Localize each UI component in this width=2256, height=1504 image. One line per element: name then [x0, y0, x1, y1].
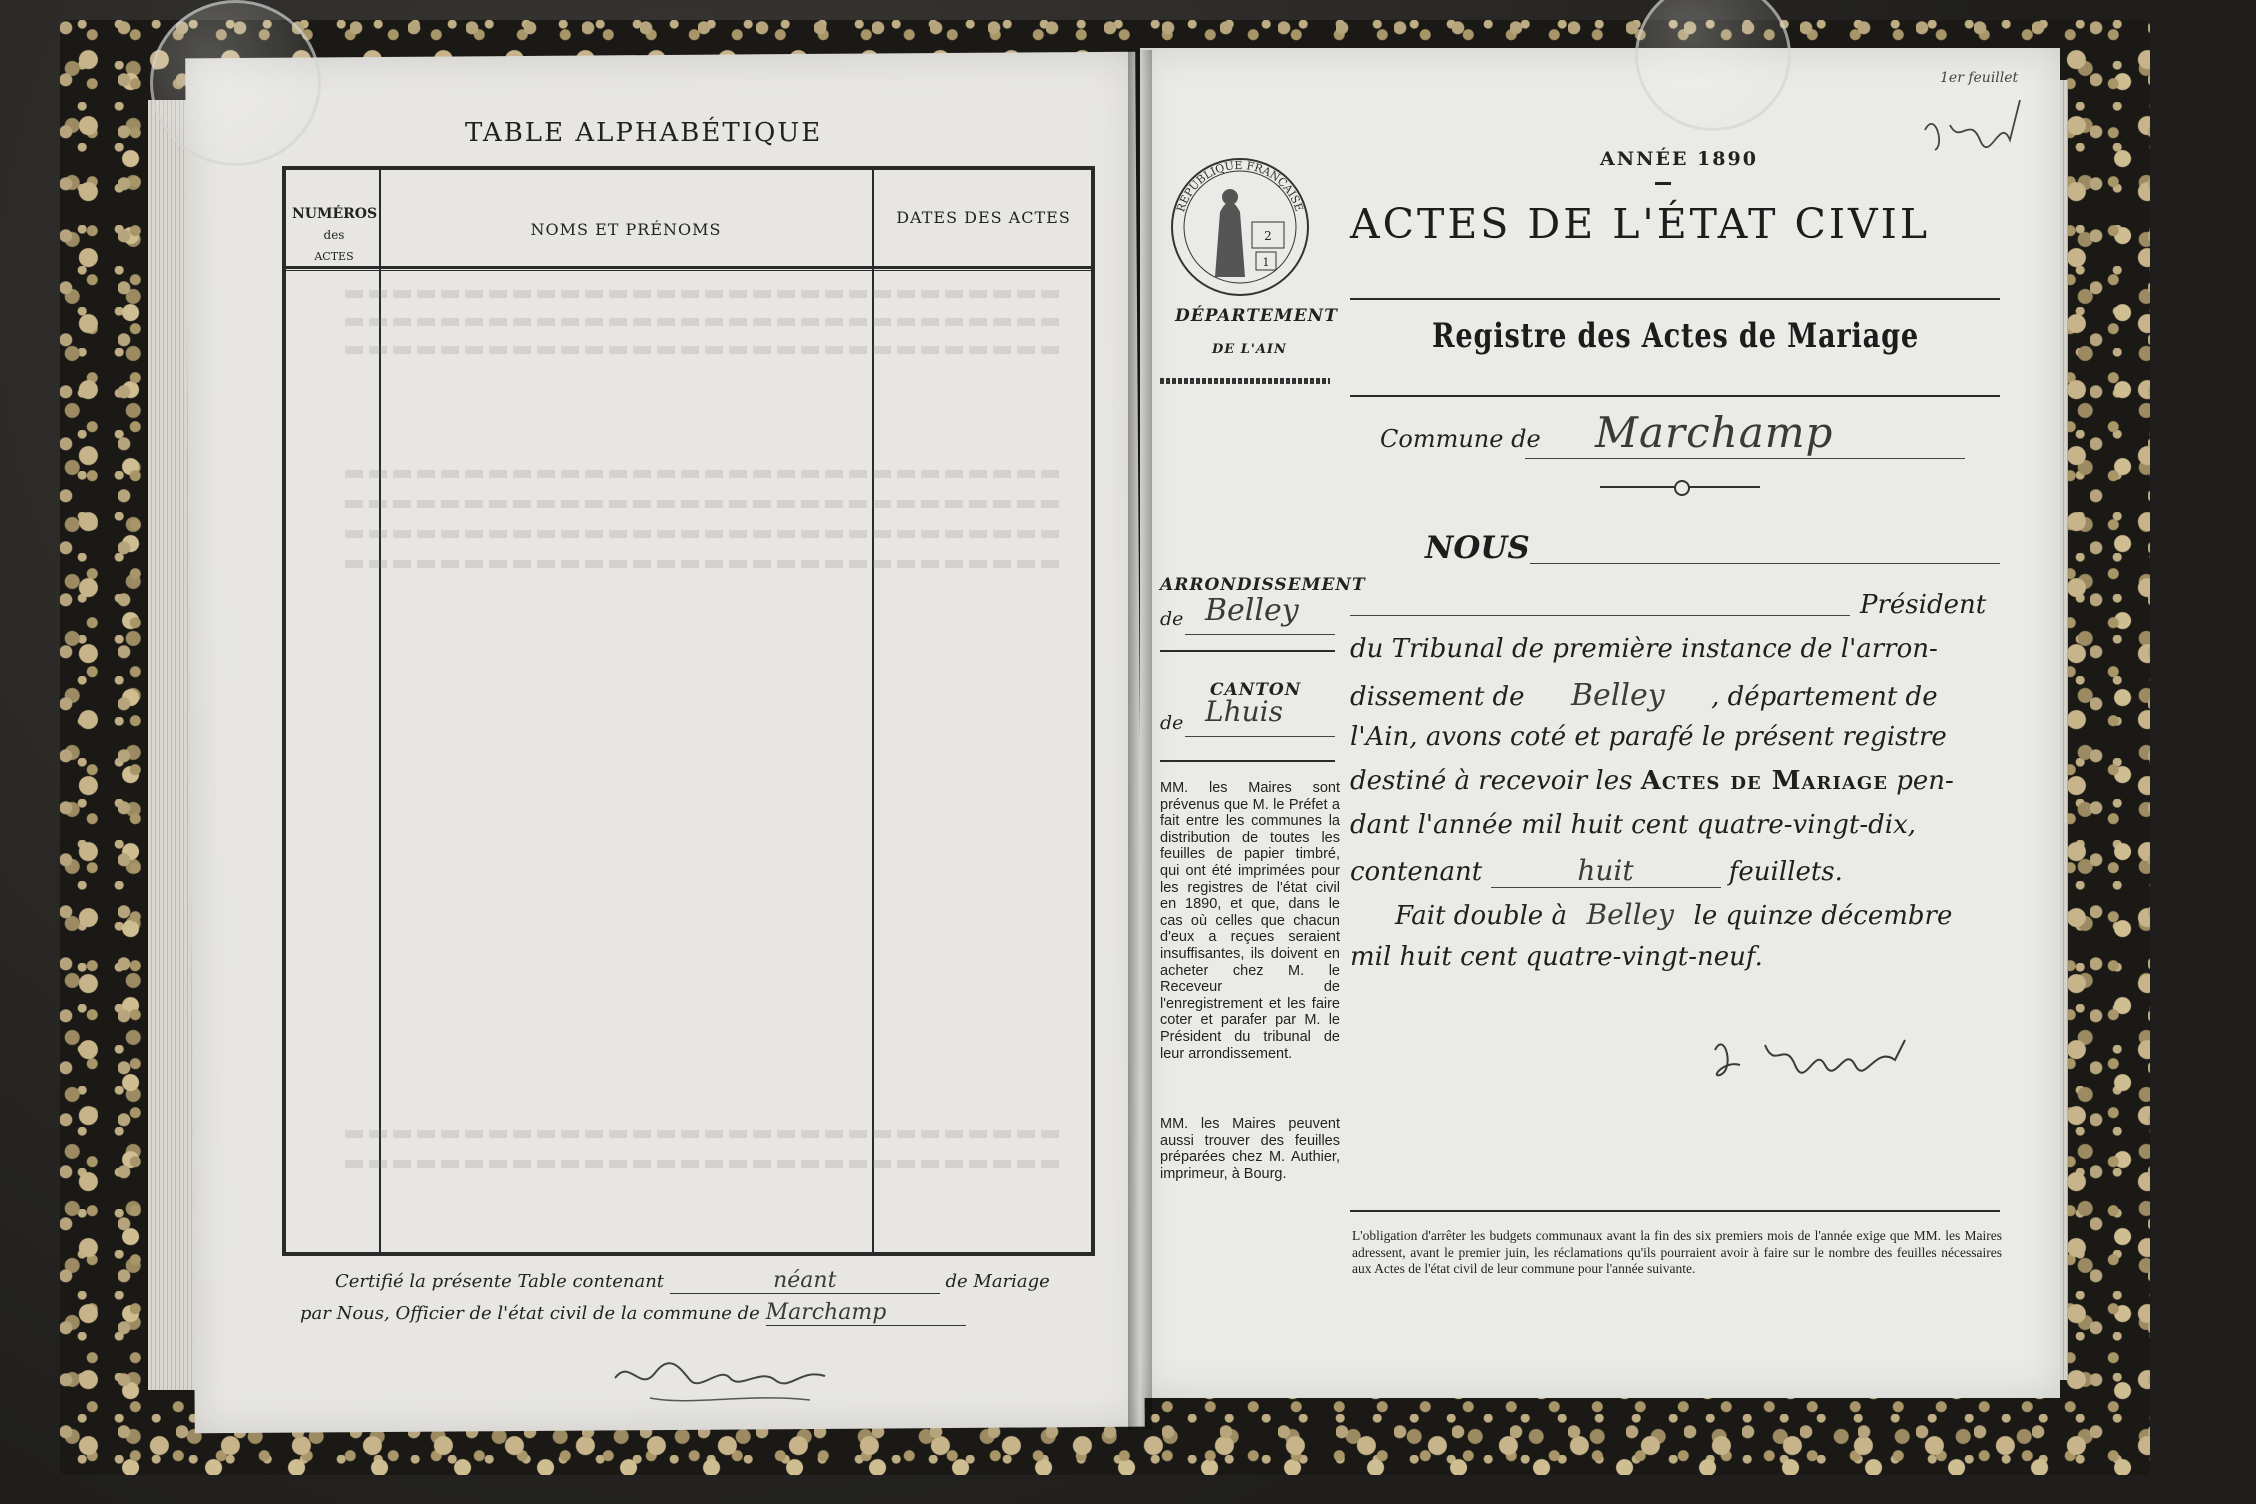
column-header-numeros: NUMÉROS des ACTES — [292, 206, 378, 263]
body-line-6: dant l'année mil huit cent quatre-vingt-dix, — [1350, 810, 1917, 840]
table-column-divider — [872, 170, 874, 1252]
president-line — [1350, 615, 1850, 616]
ornament-dot — [1674, 480, 1690, 496]
wavy-divider — [1160, 378, 1330, 384]
handwritten-commune: Marchamp — [766, 1300, 966, 1326]
bleed-through-text — [345, 346, 1065, 354]
commune-underline — [1525, 458, 1965, 459]
register-title: Registre des Actes de Mariage — [1432, 316, 1920, 356]
table-header-rule-thin — [286, 270, 1091, 271]
commune-label: Commune de — [1380, 425, 1541, 453]
handwritten-belley: Belley — [1586, 898, 1674, 931]
body-line-4: l'Ain, avons coté et parafé le présent registre — [1350, 722, 1947, 752]
arrondissement-underline — [1185, 634, 1335, 635]
bleed-through-text — [345, 318, 1065, 326]
svg-text:RÉPUBLIQUE FRANÇAISE: RÉPUBLIQUE FRANÇAISE — [1174, 158, 1306, 214]
departement-label: DÉPARTEMENT — [1175, 306, 1338, 326]
bleed-through-text — [345, 500, 1065, 508]
arrondissement-label: ARRONDISSEMENT — [1160, 575, 1366, 595]
departement-name: DE L'AIN — [1212, 342, 1287, 357]
heading-rule — [1350, 298, 2000, 300]
arrondissement-handwritten: Belley — [1205, 593, 1299, 628]
column-header-dates: DATES DES ACTES — [896, 208, 1071, 227]
bleed-through-text — [345, 560, 1065, 568]
canton-de: de — [1160, 712, 1184, 734]
eyeglass-lens — [150, 0, 321, 166]
arrondissement-de: de — [1160, 608, 1184, 630]
canton-rule — [1160, 760, 1335, 762]
bleed-through-text — [345, 1130, 1065, 1138]
bleed-through-text — [345, 530, 1065, 538]
handwritten-count: huit — [1491, 854, 1721, 888]
handwritten-belley: Belley — [1570, 678, 1665, 713]
column-header-noms: NOMS ET PRÉNOMS — [530, 220, 722, 239]
body-line-8: Fait double à Belley le quinze décembre — [1395, 898, 1953, 931]
table-header-rule — [286, 266, 1091, 269]
body-line-9: mil huit cent quatre-vingt-neuf. — [1350, 942, 1763, 972]
page-heading: ACTES DE L'ÉTAT CIVIL — [1350, 200, 1931, 248]
canton-underline — [1185, 736, 1335, 737]
register-rule — [1350, 395, 2000, 397]
commune-handwritten: Marchamp — [1595, 408, 1834, 457]
body-line-3: dissement de Belley , département de — [1350, 678, 1938, 713]
notice-feuilles: MM. les Maires peuvent aussi trouver des feuilles préparées chez M. Authier, imprimeur, à Bourg. — [1160, 1116, 1340, 1182]
book-spine-shadow — [1128, 50, 1152, 1430]
body-line-5: destiné à recevoir les Actes de Mariage pen- — [1350, 766, 1954, 796]
notice-maires: MM. les Maires sont prévenus que M. le Préfet a fait entre les communes la distribution de toutes les feuilles de papier timbré, qui ont été imprimées pour les registres de l'état civil en 1890, et que, dans le cas où celles que chacun d'eux a reçues seraient insuffisantes, ils doivent en acheter chez M. le Receveur de l'enregistrement et les faire coter et parafer par M. le Président du tribunal de leur arrondissement. — [1160, 780, 1340, 1062]
footnote: L'obligation d'arrêter les budgets communaux avant la fin des six premiers mois de l'année exige que MM. les Maires adressent, avant le premier juin, les réclamations qu'ils pourraient avoir à faire sur le nombre des feuilles nécessaires aux Actes de l'état civil de leur commune pour l'année suivante. — [1352, 1228, 2002, 1276]
officer-signature — [610, 1338, 840, 1408]
handwritten-count: néant — [670, 1268, 940, 1294]
alphabetical-table — [282, 166, 1095, 1256]
certification-line-1: Certifié la présente Table contenant néant de Mariage — [335, 1268, 1050, 1293]
stamp-seal-icon — [1160, 152, 1320, 312]
canton-handwritten: Lhuis — [1205, 695, 1283, 728]
body-line-1: Président — [1860, 590, 1987, 620]
canton-label: CANTON — [1210, 680, 1302, 700]
margin-signature — [1915, 90, 2035, 160]
body-line-7: contenant huit feuillets. — [1350, 854, 1843, 887]
table-column-divider — [379, 170, 381, 1252]
nous-underline — [1530, 563, 2000, 564]
table-title: TABLE ALPHABÉTIQUE — [465, 118, 823, 148]
body-line-2: du Tribunal de première instance de l'arron- — [1350, 634, 1938, 664]
year-ornament — [1655, 182, 1671, 185]
arrondissement-rule — [1160, 650, 1335, 652]
footnote-rule — [1350, 1210, 2000, 1212]
bleed-through-text — [345, 470, 1065, 478]
bleed-through-text — [345, 290, 1065, 298]
nous-label: NOUS — [1425, 530, 1530, 566]
bleed-through-text — [345, 1160, 1065, 1168]
svg-text:2: 2 — [1264, 229, 1272, 243]
president-signature — [1705, 1020, 1935, 1090]
svg-text:1: 1 — [1262, 256, 1270, 269]
year-label: ANNÉE 1890 — [1600, 148, 1758, 170]
certification-line-2: par Nous, Officier de l'état civil de la commune de Marchamp — [300, 1300, 966, 1326]
margin-note: 1er feuillet — [1940, 70, 2019, 86]
